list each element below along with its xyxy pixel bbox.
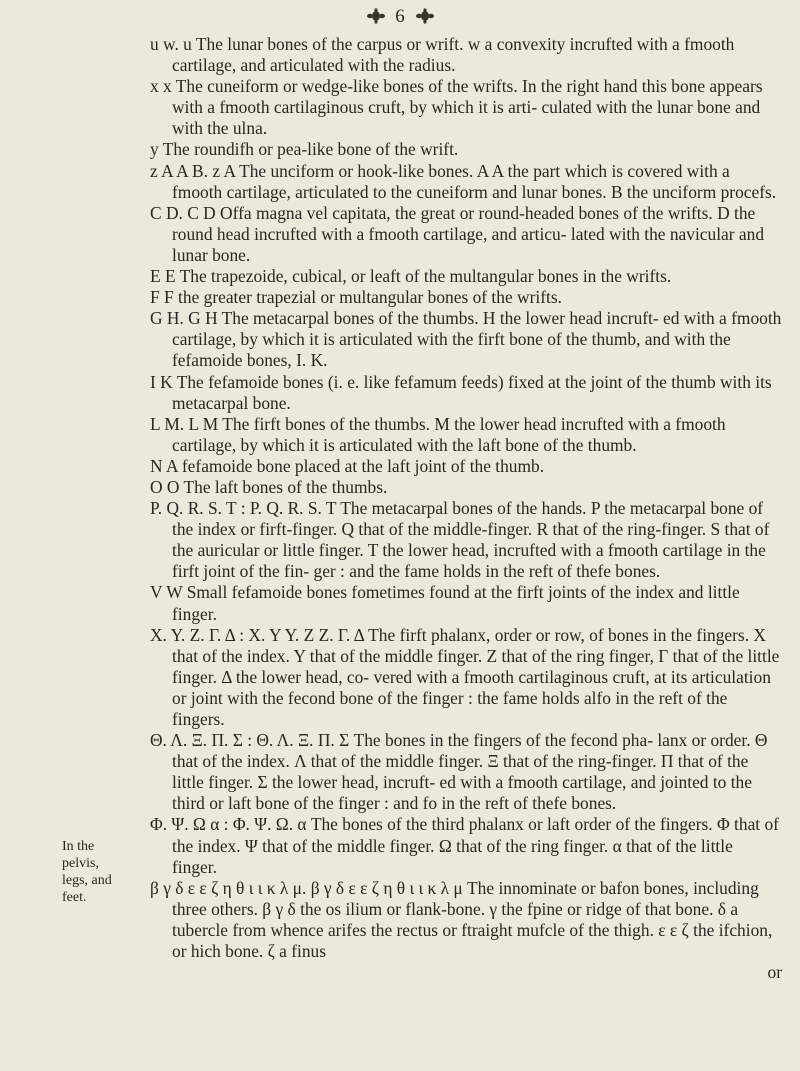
- entry-unciform-bones: z A A B. z A The unciform or hook-like bones. A A the part which is covered with a fmooth cartilage, articulated to the cuneiform and lunar bones. B the unciform procefs.: [150, 160, 777, 202]
- entry-trapezoide: E E The trapezoide, cubical, or leaft of the multangular bones in the wrifts.: [150, 266, 672, 287]
- fleuron-icon: [366, 8, 386, 24]
- entry-greater-trapezial: F F the greater trapezial or multangular bones of the wrifts.: [150, 287, 562, 308]
- entry-cuneiform-bones: x x The cuneiform or wedge-like bones of the wrifts. In the right hand this bone appears with a fmooth cartilaginous cruft, by which it is arti- culated with the lunar bone and with the ulna.: [150, 76, 763, 139]
- entry-third-phalanx: Φ. Ψ. Ω α : Φ. Ψ. Ω. α The bones of the third phalanx or laft order of the fingers. Φ that of the index. Ψ that of the middle finger. Ω that of the ring finger. α that of the little finger.: [150, 814, 779, 877]
- entry-capitata: C D. C D Offa magna vel capitata, the great or round-headed bones of the wrifts. D the round head incrufted with a fmooth cartilage, and articu- lated with the navicular and lunar bone.: [150, 202, 765, 265]
- entry-last-bones-thumbs: O O The laft bones of the thumbs.: [150, 476, 388, 497]
- entry-second-phalanx: Θ. Λ. Ξ. Π. Σ : Θ. Λ. Ξ. Π. Σ The bones in the fingers of the fecond pha- lanx or order. Θ that of the index. Λ that of the middle finger. Ξ that of the ring-finger. Π that of the little finger. Σ the lower head, incruft- ed with a fmooth cartilage, and jointed to the third or laft bone of the finger : and fo in the reft of thefe bones.: [150, 730, 768, 814]
- entry-metacarpal-thumbs: G H. G H The metacarpal bones of the thumbs. H the lower head incruft- ed with a fmooth cartilage, by which it is articulated with the firft bone of the thumb, and with the fefamoide bones, I. K.: [150, 308, 782, 371]
- entry-first-bones-thumbs: L M. L M The firft bones of the thumbs. M the lower head incrufted with a fmooth cartilage, by which it is articulated with the laft bone of the thumb.: [150, 413, 726, 455]
- catchword: or: [767, 962, 782, 983]
- fleuron-icon: [415, 8, 435, 24]
- entry-first-phalanx: X. Y. Z. Γ. Δ : X. Y Y. Z Z. Γ. Δ The firft phalanx, order or row, of bones in the fingers. X that of the index. Y that of the middle finger. Z that of the ring finger, Γ that of the little finger. Δ the lower head, co- vered with a fmooth cartilaginous cruft, at its articulation or joint with the fecond bone of the finger : the fame holds alfo in the reft of the fingers.: [150, 624, 780, 729]
- page-number: 6: [395, 6, 405, 27]
- entry-innominate-bones: β γ δ ε ε ζ η θ ι ι κ λ μ. β γ δ ε ε ζ η θ ι ι κ λ μ The innominate or bafon bones, including three others. β γ δ the os ilium or flank-bone. γ the fpine or ridge of that bone. δ a tubercle from whence arifes the rectus or ftraight mufcle of the thigh. ε ε ζ the ifchion, or hich bone. ζ a finus: [150, 877, 773, 962]
- entry-metacarpal-hands: P. Q. R. S. T : P. Q. R. S. T The metacarpal bones of the hands. P the metacarpal bone of the index or firft-finger. Q that of the middle-finger. R that of the ring-finger. S that of the auricular or little finger. T the lower head, incrufted with a fmooth cartilage in the firft joint of the fin- ger : and the fame holds in the reft of thefe bones.: [150, 498, 770, 582]
- entry-small-sesamoid: V W Small fefamoide bones fometimes found at the firft joints of the index and little finger.: [150, 582, 740, 624]
- entry-sesamoid-thumb: I K The fefamoide bones (i. e. like fefamum feeds) fixed at the joint of the thumb with its metacarpal bone.: [150, 371, 772, 413]
- page-body: [150, 34, 782, 983]
- margin-note: [62, 838, 152, 906]
- margin-note-line: legs, and: [62, 873, 112, 888]
- margin-note-line: feet.: [62, 890, 87, 905]
- page-header: [0, 6, 800, 28]
- margin-note-line: pelvis,: [62, 856, 99, 871]
- entry-pea-bone: y The roundifh or pea-like bone of the wrift.: [150, 139, 459, 160]
- entry-lunar-bones: u w. u The lunar bones of the carpus or wrift. w a convexity incrufted with a fmooth cartilage, and articulated with the radius.: [150, 34, 735, 76]
- margin-note-line: In the: [62, 839, 95, 854]
- entry-sesamoid-last-joint: N A fefamoide bone placed at the laft joint of the thumb.: [150, 455, 545, 476]
